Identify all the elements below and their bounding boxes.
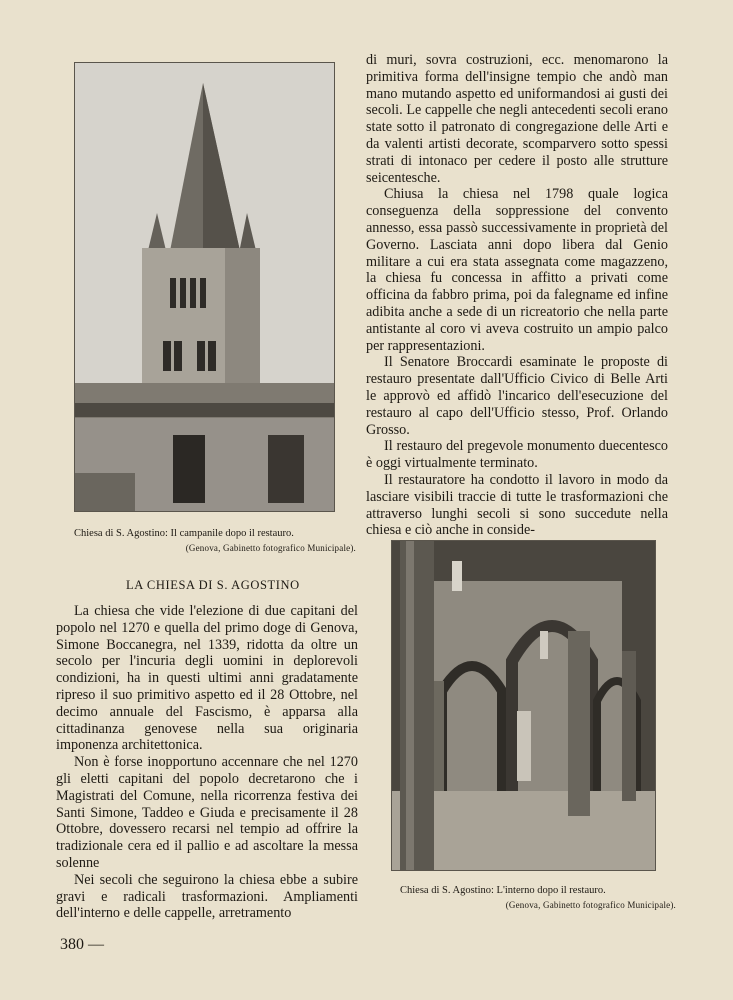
paragraph: Chiusa la chiesa nel 1798 quale logica conseguenza della soppressione del convento annesso, essa passò successivamente in proprietà del Governo. Lasciata anni dopo libera dal Genio militare a cui era stata assegnata come magazzeno, la chiesa fu concessa in affitto a privati come officina da fabbro prima, poi da falegname ed infine adibita anche a sede di un ricreatorio che nella parte antistante al coro vi aveva costruito un ampio palco per rappresentazioni. bbox=[366, 186, 668, 354]
left-column bbox=[56, 603, 358, 922]
church-interior-photo bbox=[391, 540, 656, 871]
figure1-caption bbox=[74, 527, 356, 555]
figure2-caption-text: Chiesa di S. Agostino: L'interno dopo il restauro. bbox=[400, 885, 606, 896]
bell-tower-photo bbox=[74, 62, 335, 512]
paragraph: Il restauro del pregevole monumento duecentesco è oggi virtualmente terminato. bbox=[366, 438, 668, 472]
paragraph: Nei secoli che seguirono la chiesa ebbe a subire gravi e radicali trasformazioni. Ampliamenti dell'interno e delle cappelle, arretramento bbox=[56, 871, 358, 922]
paragraph: Il restauratore ha condotto il lavoro in modo da lasciare visibili traccie di tutte le trasformazioni che attraverso lunghi secoli si sono succedute nella chiesa e ciò anche in conside- bbox=[366, 471, 668, 539]
figure2-caption bbox=[400, 884, 676, 912]
paragraph: Il Senatore Broccardi esaminate le proposte di restauro presentate dall'Ufficio Civico di Belle Arti le approvò ed affidò l'incarico dell'esecuzione del restauro al capo dell'Ufficio stesso, Prof. Orlando Grosso. bbox=[366, 354, 668, 438]
paragraph: La chiesa che vide l'elezione di due capitani del popolo nel 1270 e quella del primo doge di Genova, Simone Boccanegra, nel 1339, ridotta da oltre un secolo per l'incuria degli uomini in deplorevoli condizioni, ha in questi ultimi anni gradatamente ripreso il suo primitivo aspetto ed il 28 Ottobre, nel decimo annuale del Fascismo, è apparsa alla cittadinanza genovese nella sua originaria imponenza architettonica. bbox=[56, 603, 358, 754]
page-number: 380 — bbox=[60, 936, 104, 953]
figure2-credit: (Genova, Gabinetto fotografico Municipale). bbox=[505, 900, 676, 910]
figure1-caption-text: Chiesa di S. Agostino: Il campanile dopo il restauro. bbox=[74, 528, 294, 539]
paragraph-continuation: di muri, sovra costruzioni, ecc. menomarono la primitiva forma dell'insigne tempio che andò man mano mutando aspetto ed uniformandosi ai gusti dei secoli. Le cappelle che negli antecedenti secoli erano state sotto il patronato di congregazione delle Arti e da valenti artisti decorate, scomparvero sotto spessi strati di intonaco per cedere il posto alle strutture seicentesche. bbox=[366, 52, 668, 186]
figure1-credit: (Genova, Gabinetto fotografico Municipale). bbox=[185, 543, 356, 553]
right-column bbox=[366, 52, 668, 539]
article-title: LA CHIESA DI S. AGOSTINO bbox=[126, 578, 300, 592]
paragraph: Non è forse inopportuno accennare che nel 1270 gli eletti capitani del popolo decretarono che i Magistrati del Comune, nella ricorrenza festiva dei Santi Simone, Taddeo e Giuda e precisamente il 28 Ottobre, dovessero recarsi nel tempio ad offrire la tradizionale cera ed il pallio e ad ascoltare la messa solenne bbox=[56, 754, 358, 871]
